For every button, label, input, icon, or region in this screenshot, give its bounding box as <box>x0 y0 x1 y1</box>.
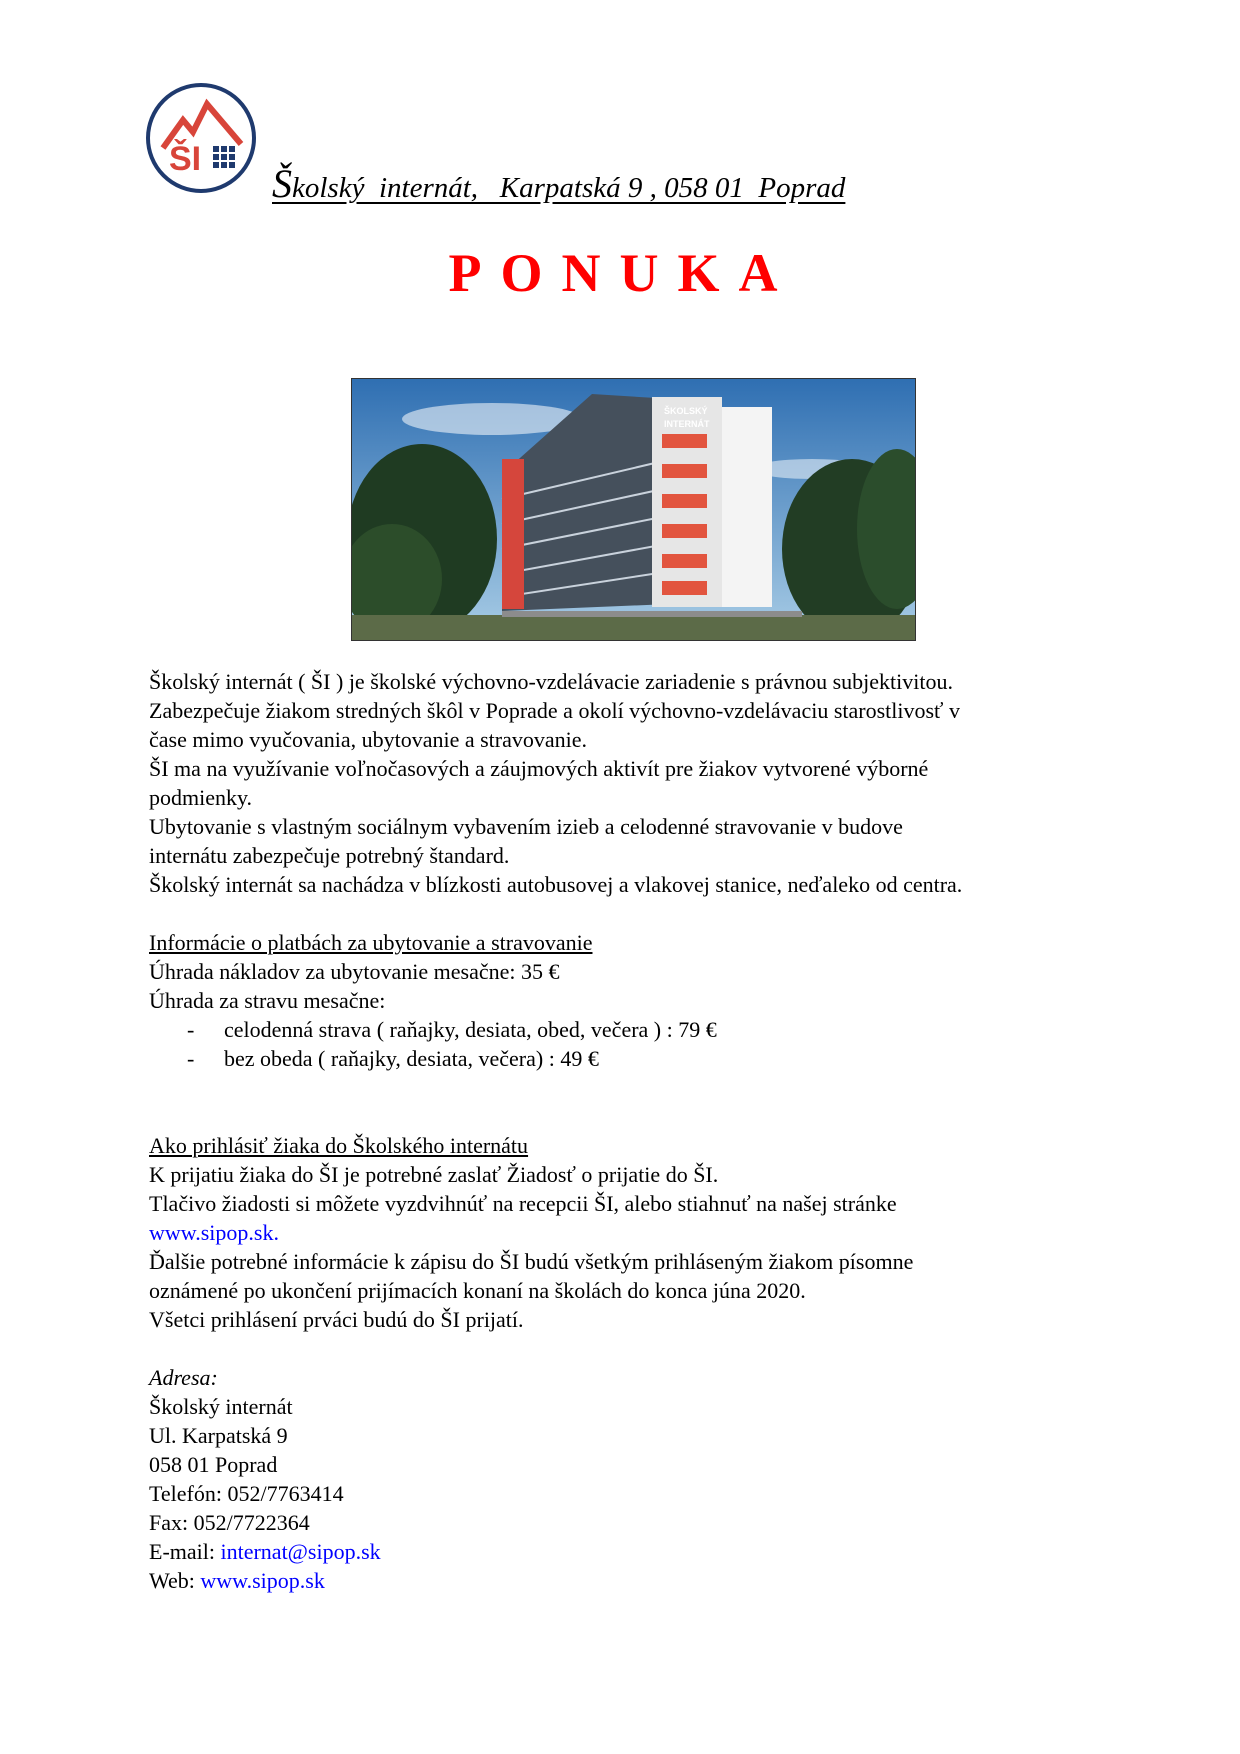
intro-line: Ubytovanie s vlastným sociálnym vybavením izieb a celodenné stravovanie v budove <box>149 814 903 839</box>
address-city: 058 01 Poprad <box>149 1452 278 1477</box>
apply-line: oznámené po ukončení prijímacích konaní na školách do konca júna 2020. <box>149 1278 806 1303</box>
apply-line: K prijatiu žiaka do ŠI je potrebné zaslať Žiadosť o prijatie do ŠI. <box>149 1162 719 1187</box>
web-link[interactable]: www.sipop.sk <box>200 1568 325 1593</box>
list-item: - bez obeda ( raňajky, desiata, večera) : 49 € <box>149 1044 1109 1073</box>
address-street: Ul. Karpatská 9 <box>149 1423 288 1448</box>
list-item: - celodenná strava ( raňajky, desiata, obed, večera ) : 79 € <box>149 1015 1109 1044</box>
apply-line: Tlačivo žiadosti si môžete vyzdvihnúť na recepcii ŠI, alebo stiahnuť na našej stránke <box>149 1191 897 1216</box>
address-fax: Fax: 052/7722364 <box>149 1510 310 1535</box>
body-text <box>149 667 1109 1595</box>
payments-accommodation: Úhrada nákladov za ubytovanie mesačne: 35 € <box>149 959 560 984</box>
logo-text: ŠI <box>169 140 202 178</box>
page-title: PONUKA <box>448 243 797 303</box>
email-link[interactable]: internat@sipop.sk <box>220 1539 381 1564</box>
intro-line: Školský internát sa nachádza v blízkosti autobusovej a vlakovej stanice, neďaleko od centra. <box>149 872 963 897</box>
building-photo <box>351 378 916 641</box>
header-title-initial: Š <box>272 161 292 206</box>
payments-list <box>149 1015 1109 1073</box>
web-label: Web: <box>149 1568 201 1593</box>
apply-line: Ďalšie potrebné informácie k zápisu do ŠI budú všetkým prihláseným žiakom písomne <box>149 1249 914 1274</box>
intro-line: podmienky. <box>149 785 253 810</box>
intro-line: internátu zabezpečuje potrebný štandard. <box>149 843 510 868</box>
address-name: Školský internát <box>149 1394 293 1419</box>
photo-sign-line2: INTERNÁT <box>664 419 710 429</box>
apply-line: Všetci prihlásení prváci budú do ŠI prijatí. <box>149 1307 524 1332</box>
school-logo <box>145 82 257 194</box>
header-title <box>272 160 845 207</box>
intro-line: ŠI ma na využívanie voľnočasových a záujmových aktivít pre žiakov vytvorené výborné <box>149 756 929 781</box>
payments-heading: Informácie o platbách za ubytovanie a stravovanie <box>149 930 593 955</box>
address-phone: Telefón: 052/7763414 <box>149 1481 344 1506</box>
photo-sign-line1: ŠKOLSKÝ <box>664 406 708 416</box>
payments-food: Úhrada za stravu mesačne: <box>149 988 386 1013</box>
website-link[interactable]: www.sipop.sk. <box>149 1220 279 1245</box>
address-label: Adresa: <box>149 1365 218 1390</box>
header-title-rest: kolský internát, Karpatská 9 , 058 01 Poprad <box>292 172 846 204</box>
intro-line: čase mimo vyučovania, ubytovanie a stravovanie. <box>149 727 588 752</box>
email-label: E-mail: <box>149 1539 221 1564</box>
intro-line: Zabezpečuje žiakom stredných škôl v Poprade a okolí výchovno-vzdelávaciu starostlivosť v <box>149 698 960 723</box>
apply-heading: Ako prihlásiť žiaka do Školského internátu <box>149 1133 529 1158</box>
intro-line: Školský internát ( ŠI ) je školské výchovno-vzdelávacie zariadenie s právnou subjektivitou. <box>149 669 954 694</box>
